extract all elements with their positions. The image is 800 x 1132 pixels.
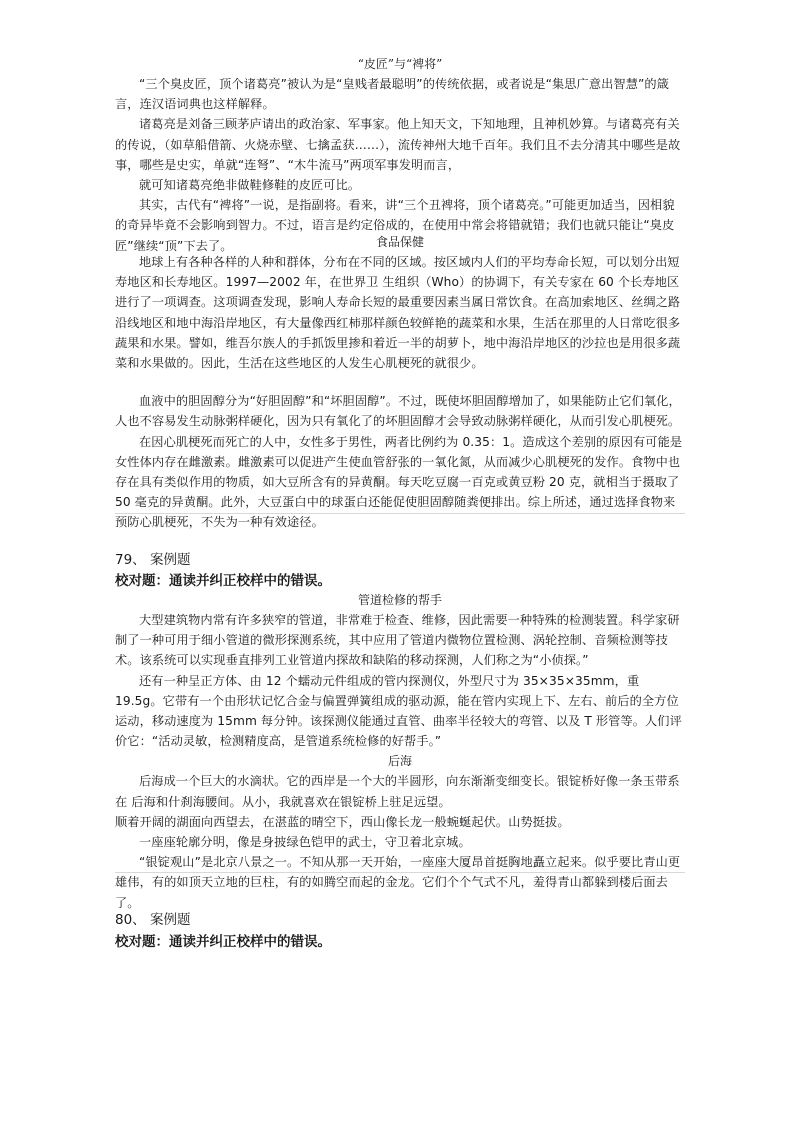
article-paragraph: 就可知诸葛亮绝非做鞋修鞋的皮匠可比。 [139, 178, 361, 193]
proof-sample [115, 590, 685, 913]
question-task: 校对题：通读并纠正校样中的错误。 [115, 573, 331, 589]
article-title: 后海 [387, 754, 412, 769]
divider [115, 872, 685, 873]
article-paragraph: 地球上有各种各样的人种和群体，分布在不同的区域。按区域内人们的平均寿命长短，可以划分出短寿地区和长寿地区。1997—2002 年，在世界卫 生组织（Who）的协调下，有关专家在 60 个长寿地区进行了一项调查。这项调查发现，影响人寿命长短的最重要因素当属日常饮食。在高加索地区、丝绸之路沿线地区和地中海沿岸地区，有大量像西红柿那样颜色较鲜艳的蔬菜和水果，生活在那里的人日常吃很多蔬果和水果。譬如，维吾尔族人的手抓饭里掺和着近一半的胡萝卜，地中海沿岸地区的沙拉也是用很多蔬菜和水果做的。因此，生活在这些地区的人发生心肌梗死的就很少。 [115, 255, 681, 371]
article-paragraph: 其实，古代有“裨将”一说，是指副将。看来，讲“三个丑裨将，顶个诸葛亮。”可能更加适当，因相貌的奇异毕竟不会影响到智力。不过，语言是约定俗成的，在使用中常会将错就错；我们也就只能让“臭皮匠”继续“顶”下去了。 [115, 198, 675, 253]
article-paragraph: 顺着开阔的湖面向西望去，在湛蓝的晴空下，西山像长龙一般蜿蜒起伏。山势挺拔。 [115, 814, 570, 829]
article-food-health [115, 232, 685, 533]
article-paragraph: 还有一种呈正方体、由 12 个蠕动元件组成的管内探测仪，外型尺寸为 35×35×35mm，重 19.5g。它带有一个由形状记忆合金与偏置弹簧组成的驱动源，能在管内实现上下、左右、前后的全方位运动，移动速度为 15mm 每分钟。该探测仪能通过直管、曲率半径较大的弯管、以及 T 形管等。人们评价它：“活动灵敏，检测精度高，是管道系统检修的好帮手。” [115, 673, 682, 749]
question-number: 79、 案例题 [115, 552, 191, 568]
article-paragraph: 诸葛亮是刘备三顾茅庐请出的政治家、军事家。他上知天文，下知地理，且神机妙算。与诸葛亮有关的传说，（如草船借箭、火烧赤壁、七擒孟获……），流传神州大地千百年。我们且不去分清其中哪些是故事，哪些是史实，单就“连弩”、“木牛流马”两项军事发明而言， [115, 117, 681, 172]
article-paragraph: 大型建筑物内常有许多狭窄的管道，非常难于检查、维修，因此需要一种特殊的检测装置。科学家研制了一种可用于细小管道的微形探测系统，其中应用了管道内微物位置检测、涡轮控制、音频检测等技术。该系统可以实现垂直排列工业管道内探故和缺陷的移动探测，人们称之为“小侦探。” [115, 613, 680, 668]
question-task: 校对题：通读并纠正校样中的错误。 [115, 934, 331, 950]
article-paragraph: 血液中的胆固醇分为“好胆固醇”和“坏胆固醇”。不过，既使坏胆固醇增加了，如果能防止它们氧化，人也不容易发生动脉粥样硬化，因为只有氧化了的坏胆固醇才会导致动脉粥样硬化，从而引发心肌梗死。 [115, 394, 681, 429]
article-title: “皮匠”与“裨将” [357, 57, 443, 71]
article-title: 食品保健 [375, 235, 424, 249]
article-paragraph: 在因心肌梗死而死亡的人中，女性多于男性，两者比例约为 0.35：1。造成这个差别的原因有可能是女性体内存在雌激素。雌激素可以促进产生使血管舒张的一氧化氮，从而减少心肌梗死的发作。食物中也存在具有类似作用的物质，如大豆所含有的异黄酮。每天吃豆腐一百克或黄豆粉 20 克，就相当于摄取了 50 毫克的异黄酮。此外，大豆蛋白中的球蛋白还能促使胆固醇随粪便排出。综上所述，通过选择食物来预防心肌梗死，不失为一种有效途径。 [115, 434, 683, 530]
article-title: 管道检修的帮手 [357, 593, 442, 607]
article-leather-craftsman [115, 54, 685, 256]
article-paragraph: “三个臭皮匠，顶个诸葛亮”被认为是“皇贱者最聪明”的传统依据，或者说是“集思广意出智慧”的箴言，连汉语词典也这样解释。 [115, 77, 669, 112]
article-paragraph: 一座座轮廓分明，像是身披绿色铠甲的武士，守卫着北京城。 [139, 835, 471, 850]
article-paragraph: 后海成一个巨大的水滴状。它的西岸是一个大的半圆形，向东渐渐变细变长。银锭桥好像一条玉带系在 后海和什刹海腰间。从小，我就喜欢在银锭桥上驻足远望。 [115, 774, 680, 809]
article-paragraph: “银锭观山”是北京八景之一。不知从那一天开始，一座座大厦昂首挺胸地矗立起来。似乎要比青山更雄伟，有的如顶天立地的巨柱，有的如腾空而起的金龙。它们个个气式不凡，羞得青山都躲到楼后面去了。 [115, 855, 681, 910]
divider [115, 513, 685, 514]
question-number: 80、 案例题 [115, 912, 191, 928]
